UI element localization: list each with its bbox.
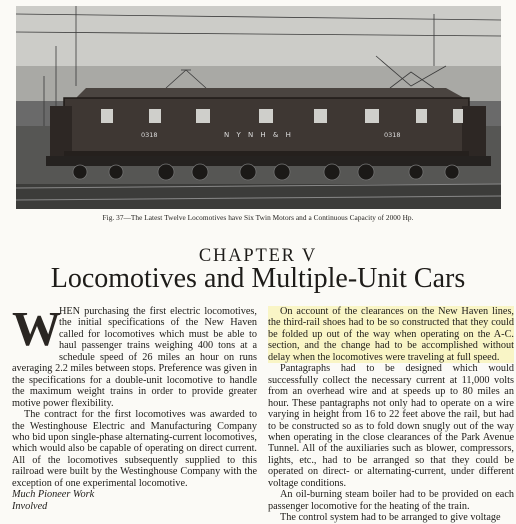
paragraph: W HEN purchasing the first electric locomotives, the initial specifications of the New Haven called for locomotives which must be able to haul passenger trains weighing 400 tons at a schedule speed of 26 miles an hour on runs averaging 2.2 miles between stops. Preference was given in the specifications for a double-unit locomotive to handle the maximum weight trains in order to provide greater motive power flexibility. <box>12 301 257 409</box>
figure-caption: Fig. 37—The Latest Twelve Locomotives have Six Twin Motors and a Continuous Capacity of 2000 Hp. <box>102 213 414 222</box>
right-column <box>268 306 514 524</box>
paragraph: The contract for the first locomotives was awarded to the Westinghouse Electric and Manufacturing Company who bid upon single-phase alternating-current locomotives, which would also be capable of operating on direct current. All of the locomotives subsequently supplied to this railroad were built by the Westinghouse Company with the exception of one experimental locomotive. <box>12 409 257 489</box>
locomotive-photo <box>16 6 501 209</box>
paragraph: An oil-burning steam boiler had to be provided on each passenger locomotive for the heating of the train. <box>268 489 514 512</box>
left-column <box>12 301 257 512</box>
chapter-number: CHAPTER V <box>198 246 318 266</box>
loco-road-name: N Y N H & H <box>224 131 294 139</box>
paragraph: Pantagraphs had to be designed which would successfully collect the necessary current at 11,000 volts from an overhead wire and at speeds up to 80 miles an hour. These pantagraphs not only had to operate on a wire varying in height from 16 to 22 feet above the rail, but had to be constructed so as to fold down snugly out of the way when operating in the close clearances of the Park Avenue Tunnel. All of the auxiliaries such as blower, compressors, lights, etc., had to be arranged so that they could be operated on direct- or alternating-current, under different voltage conditions. <box>268 363 514 489</box>
subheading: Much Pioneer Work <box>12 489 95 501</box>
chapter-title: Locomotives and Multiple-Unit Cars <box>50 263 466 294</box>
subheading: Involved <box>12 500 48 512</box>
loco-number-right: 0318 <box>384 131 401 139</box>
paragraph: The control system had to be arranged to give voltage <box>280 512 501 524</box>
highlighted-paragraph: On account of the clearances on the New Haven lines, the third-rail shoes had to be so constructed that they could be folded up out of the way when operating on the A-C. section, and the change had to be accomplished without delay when the locomotives were traveling at full speed. <box>268 306 514 363</box>
drop-cap: W <box>12 301 61 356</box>
loco-number-left: 0318 <box>141 131 158 139</box>
